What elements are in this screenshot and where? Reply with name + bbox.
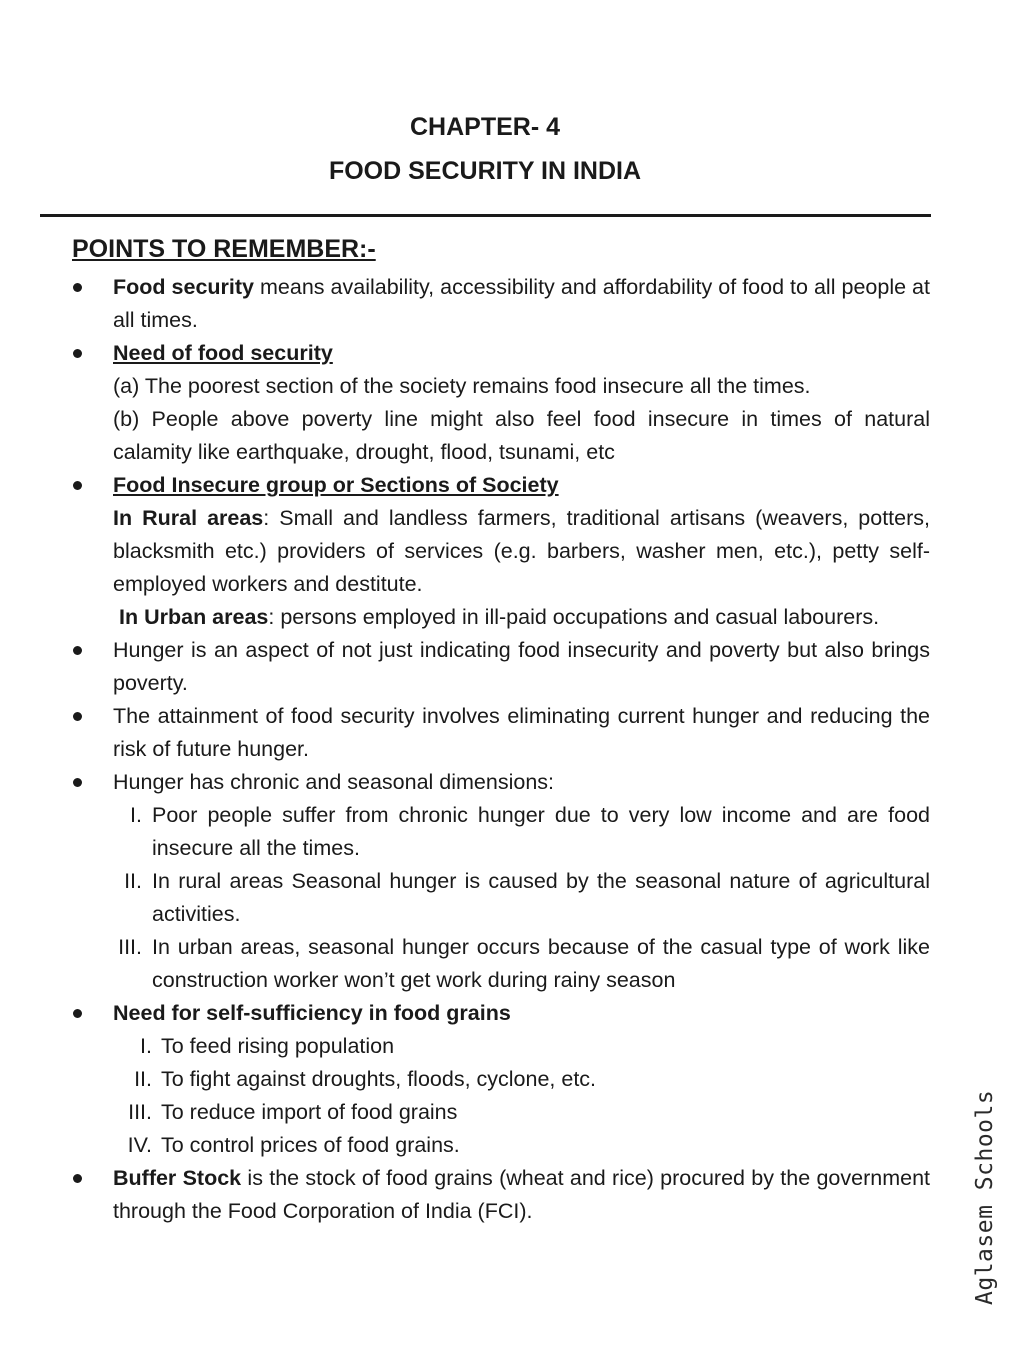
list-item-text: To fight against droughts, floods, cyclone, etc. — [161, 1067, 597, 1091]
rural-label: In Rural areas — [113, 506, 264, 530]
rural-areas-paragraph — [113, 502, 930, 601]
rural-text: : Small and landless farmers, traditional artisans (weavers, potters, blacksmith etc.) providers of services (e.g. barbers, washer men, etc.), petty self-employed workers and destitute. — [113, 506, 930, 596]
points-list — [72, 271, 930, 1228]
point-food-security — [72, 271, 930, 337]
list-item — [72, 865, 930, 931]
list-number: IV. — [127, 1133, 152, 1157]
point-self-sufficiency — [72, 997, 930, 1030]
urban-label: In Urban areas — [119, 605, 269, 629]
point-subitem-b: (b) People above poverty line might also feel food insecure in times of natural calamity like earthquake, drought, flood, tsunami, etc — [113, 407, 930, 464]
list-item-text: Poor people suffer from chronic hunger due to very low income and are food insecure all the times. — [152, 803, 930, 860]
list-number: III. — [128, 1100, 152, 1124]
list-item-text: In rural areas Seasonal hunger is caused by the seasonal nature of agricultural activities. — [152, 869, 930, 926]
point-text: The attainment of food security involves eliminating current hunger and reducing the risk of future hunger. — [113, 704, 930, 761]
urban-text: : persons employed in ill-paid occupations and casual labourers. — [268, 605, 880, 629]
list-item-text: To feed rising population — [161, 1034, 395, 1058]
point-attainment — [72, 700, 930, 766]
chapter-title: FOOD SECURITY IN INDIA — [328, 157, 642, 185]
point-text: means availability, accessibility and affordability of food to all people at all times. — [113, 275, 930, 332]
point-heading: Need for self-sufficiency in food grains — [113, 1001, 511, 1025]
list-item — [72, 1129, 930, 1162]
list-item-text: To reduce import of food grains — [161, 1100, 458, 1124]
list-number: II. — [124, 869, 142, 893]
list-number: II. — [134, 1067, 152, 1091]
list-number: I. — [130, 803, 142, 827]
bullet-icon — [73, 283, 82, 292]
list-number: III. — [118, 935, 142, 959]
bullet-icon — [73, 349, 82, 358]
term-food-security: Food security — [113, 275, 254, 299]
list-item — [72, 1096, 930, 1129]
list-item — [72, 1063, 930, 1096]
bullet-icon — [73, 1009, 82, 1018]
point-need-of-food-security — [72, 337, 930, 469]
list-item — [72, 931, 930, 997]
point-food-insecure-groups — [72, 469, 930, 634]
title-divider — [40, 214, 931, 217]
bullet-icon — [73, 646, 82, 655]
point-hunger-dimensions — [72, 766, 930, 799]
list-item — [72, 799, 930, 865]
points-heading: POINTS TO REMEMBER:- — [72, 235, 376, 263]
list-item-text: To control prices of food grains. — [161, 1133, 460, 1157]
point-text: Hunger has chronic and seasonal dimensions: — [113, 770, 555, 794]
chapter-number: CHAPTER- 4 — [409, 113, 560, 141]
point-buffer-stock — [72, 1162, 930, 1228]
point-text: Hunger is an aspect of not just indicating food insecurity and poverty but also brings poverty. — [113, 638, 930, 695]
bullet-icon — [73, 778, 82, 787]
point-hunger-aspect — [72, 634, 930, 700]
list-item-text: In urban areas, seasonal hunger occurs because of the casual type of work like construction worker won’t get work during rainy season — [152, 935, 930, 992]
watermark: Aglasem Schools — [972, 1089, 998, 1305]
list-number: I. — [140, 1034, 152, 1058]
term-buffer-stock: Buffer Stock — [113, 1166, 242, 1190]
point-heading: Need of food security — [113, 341, 333, 365]
bullet-icon — [73, 481, 82, 490]
point-heading: Food Insecure group or Sections of Society — [113, 473, 559, 497]
list-item — [72, 1030, 930, 1063]
bullet-icon — [73, 1174, 82, 1183]
bullet-icon — [73, 712, 82, 721]
point-text: is the stock of food grains (wheat and rice) procured by the government through the Food Corporation of India (FCI). — [113, 1166, 930, 1223]
point-subitem-a: (a) The poorest section of the society remains food insecure all the times. — [113, 374, 811, 398]
urban-areas-paragraph — [113, 601, 930, 634]
